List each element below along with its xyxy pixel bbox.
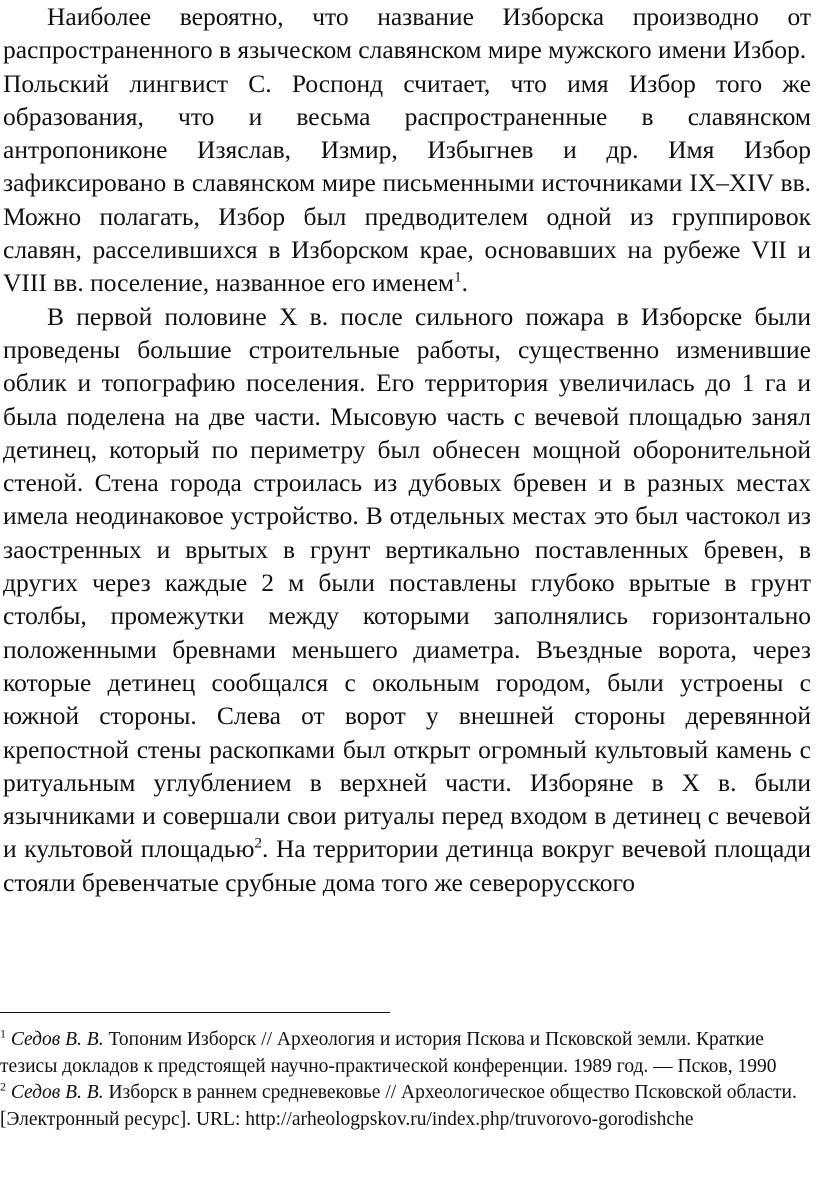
footnote-separator	[0, 1012, 390, 1013]
footnote-1-number: 1	[0, 1026, 6, 1041]
paragraph-1-text: Наиболее вероятно, что название Изборска производно от распространенного в языческом славянском мире мужского имени Избор.	[3, 2, 811, 65]
footnote-ref-2[interactable]: 2	[254, 835, 262, 852]
footnote-1	[0, 1027, 810, 1080]
paragraph-3	[3, 300, 811, 899]
footnote-1-text: Топоним Изборск // Археология и история Пскова и Псковской земли. Краткие тезисы докладов к предстоящей научно-практической конференции. 1989 год. — Псков, 1990	[0, 1029, 777, 1077]
footnotes	[0, 1027, 810, 1133]
paragraph-2-text: Польский лингвист С. Роспонд считает, что имя Избор того же образования, что и весьма распространенные в славянском антропониконе Изяслав, Измир, Избыгнев и др. Имя Избор зафиксировано в славянском мире письменными источниками IX–XIV вв. Можно полагать, Избор был предводителем одной из группировок славян, расселившихся в Изборском крае, основавших на рубеже VII и VIII вв. поселение, названное его именем	[3, 68, 811, 298]
footnote-1-author: Седов В. В.	[10, 1029, 104, 1050]
paragraph-1	[3, 0, 811, 67]
paragraph-2-end: .	[461, 268, 468, 298]
paragraph-2	[3, 67, 811, 300]
footnote-ref-1[interactable]: 1	[454, 269, 462, 286]
footnote-2-text: Изборск в раннем средневековье // Археологическое общество Псковской области. [Электронный ресурс]. URL: http://arheologpskov.ru/index.php/truvorovo-gorodishche	[0, 1082, 797, 1130]
main-text	[3, 0, 811, 899]
footnote-2-author: Седов В. В.	[10, 1082, 104, 1103]
paragraph-3-text: В первой половине X в. после сильного пожара в Изборске были проведены большие строительные работы, существенно изменившие облик и топографию поселения. Его территория увеличилась до 1 га и была поделена на две части. Мысовую часть с вечевой площадью занял детинец, который по периметру был обнесен мощной оборонительной стеной. Стена города строилась из дубовых бревен и в разных местах имела неодинаковое устройство. В отдельных местах это был частокол из заостренных и врытых в грунт вертикально поставленных бревен, в других через каждые 2 м были поставлены глубоко врытые в грунт столбы, промежутки между которыми заполнялись горизонтально положенными бревнами меньшего диаметра. Въездные ворота, через которые детинец сообщался с окольным городом, были устроены с южной стороны. Слева от ворот у внешней стороны деревянной крепостной стены раскопками был открыт огромный культовый камень с ритуальным углублением в верхней части. Изборяне в X в. были язычниками и совершали свои ритуалы перед входом в детинец с вечевой и культовой площадью	[3, 301, 811, 864]
footnote-2	[0, 1080, 810, 1133]
footnote-2-number: 2	[0, 1079, 6, 1094]
paragraph-3-end: . На территории детинца вокруг вечевой площади стояли бревенчатые срубные дома того же северорусского	[3, 834, 811, 897]
